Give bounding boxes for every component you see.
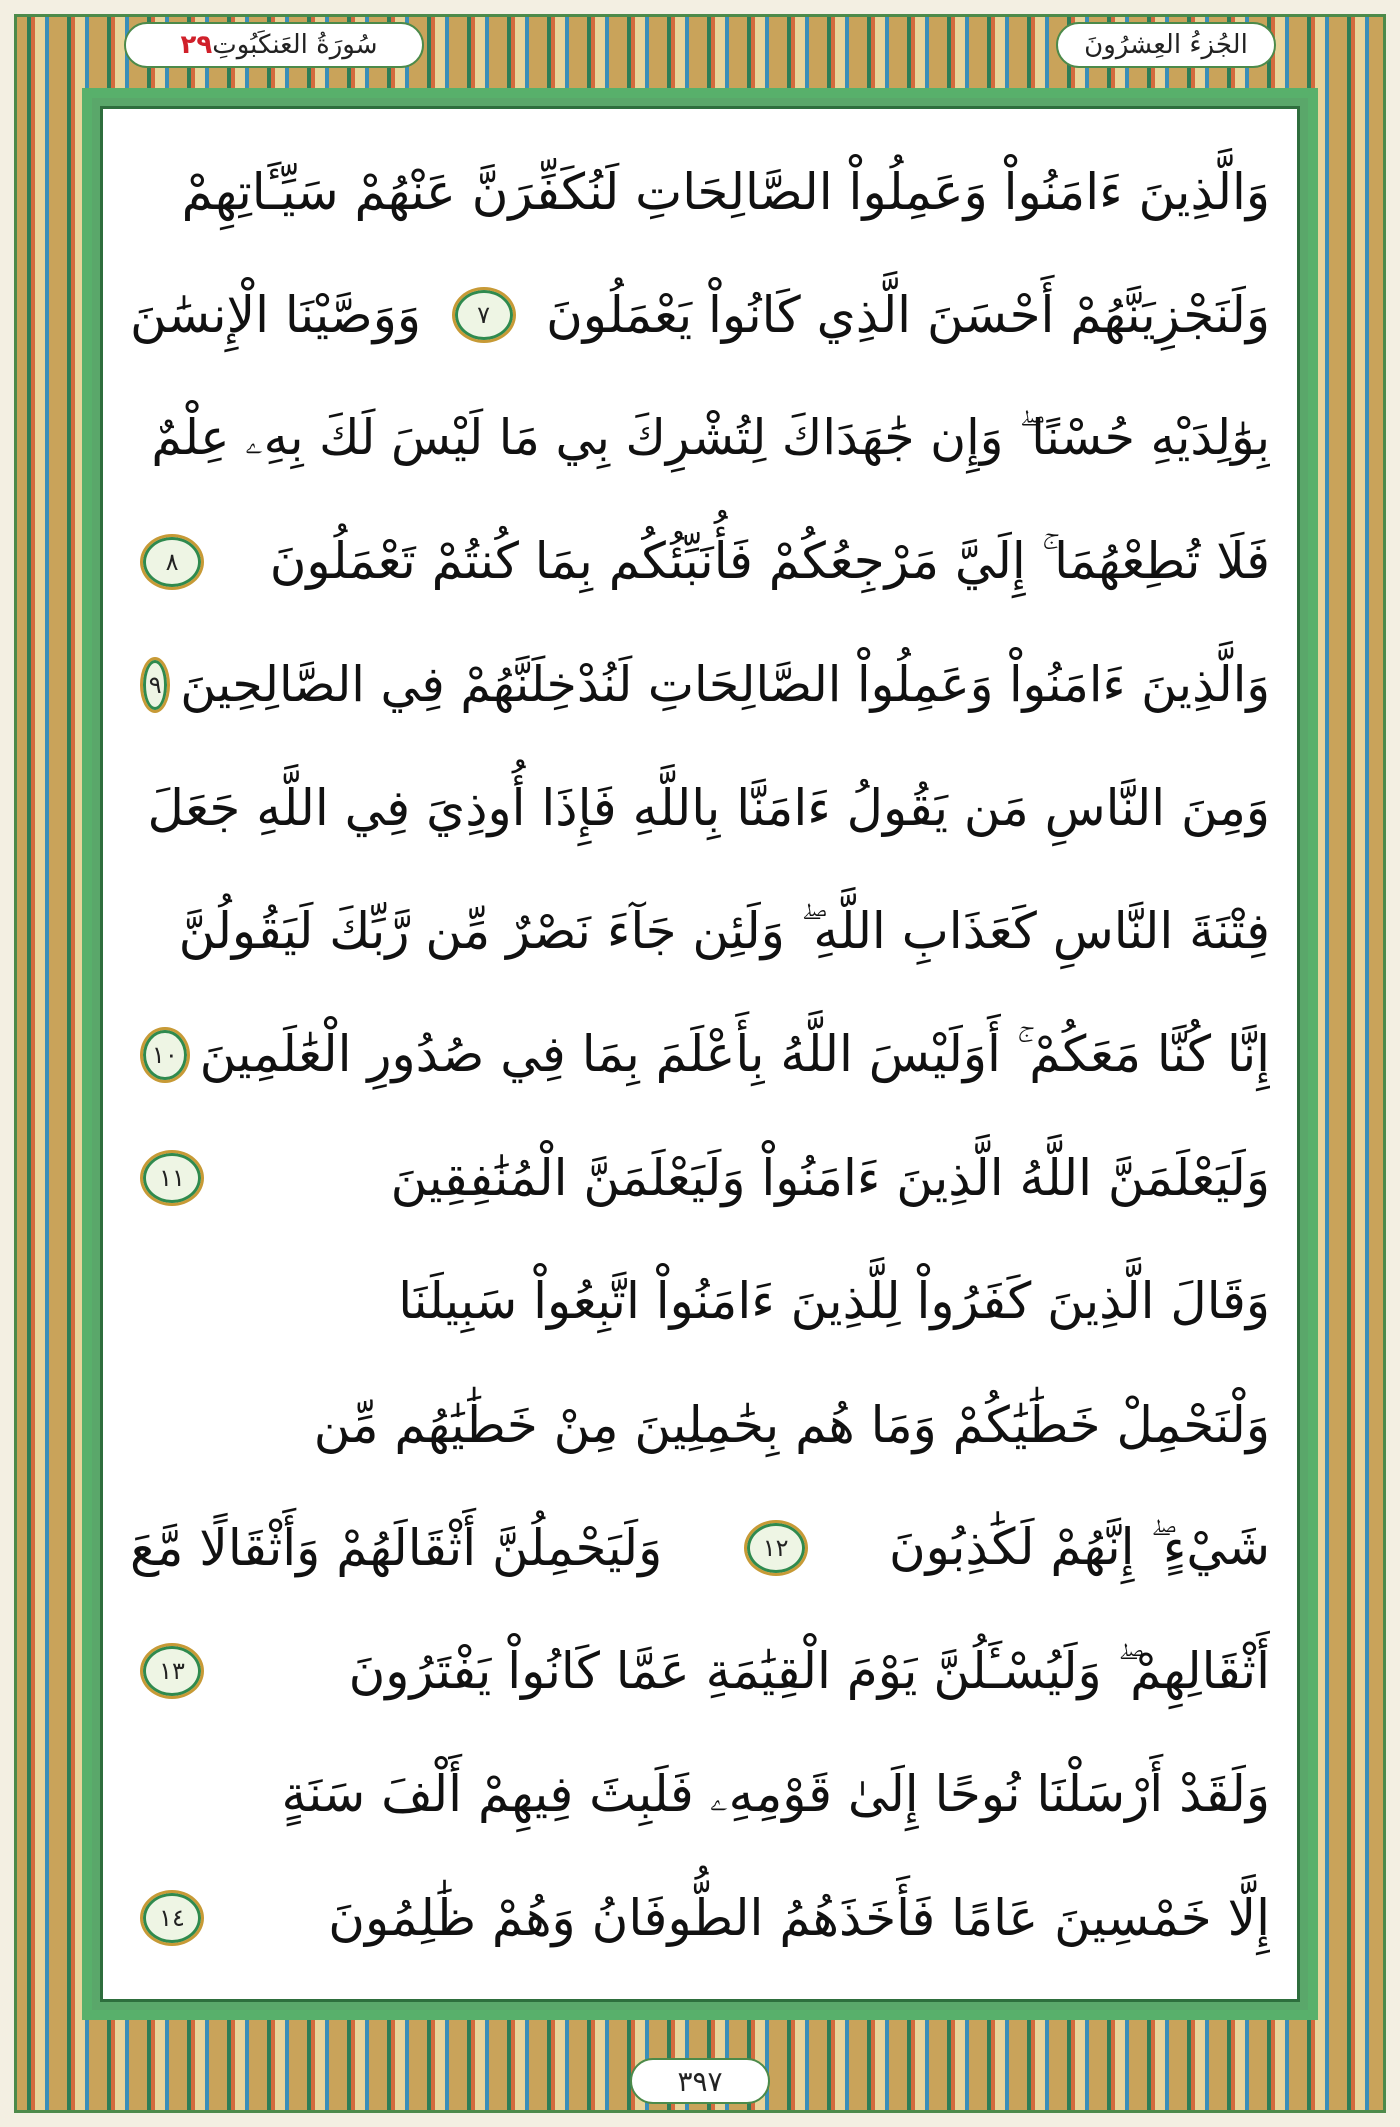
line-segment: وَلَنَجْزِيَنَّهُمْ أَحْسَنَ الَّذِي كَانُواْ يَعْمَلُونَ [546,285,1270,344]
text-line [130,1486,1270,1609]
ayah-marker: ٩ [140,657,170,713]
line-segment: وَقَالَ الَّذِينَ كَفَرُواْ لِلَّذِينَ ءَامَنُواْ اتَّبِعُواْ سَبِيلَنَا [398,1272,1270,1331]
text-line [130,1856,1270,1979]
page-number-text: ٣٩٧ [677,2064,723,2098]
juz-label-text: الجُزءُ العِشرُونَ [1084,30,1248,60]
line-segment: وَلَيَعْلَمَنَّ اللَّهُ الَّذِينَ ءَامَنُواْ وَلَيَعْلَمَنَّ الْمُنَٰفِقِينَ [390,1149,1270,1208]
ayah-marker: ٨ [140,534,204,590]
text-line [130,500,1270,623]
text-line [130,253,1270,376]
page-number [630,2058,770,2104]
text-line [130,1240,1270,1363]
text-line [130,130,1270,253]
text-line [130,623,1270,746]
surah-number: ٢٩ [180,30,213,60]
surah-label-text: سُورَةُ العَنكَبُوتِ [212,30,378,60]
text-line [130,870,1270,993]
line-segment: فَلَا تُطِعْهُمَا ۚ إِلَيَّ مَرْجِعُكُمْ فَأُنَبِّئُكُم بِمَا كُنتُمْ تَعْمَلُونَ [269,532,1270,591]
juz-label [1056,22,1276,68]
line-segment: وَلْنَحْمِلْ خَطَٰيَٰكُمْ وَمَا هُم بِحَٰمِلِينَ مِنْ خَطَٰيَٰهُم مِّن [313,1395,1270,1454]
text-line [130,1733,1270,1856]
ayah-marker: ١٢ [744,1520,808,1576]
text-line [130,1610,1270,1733]
line-segment: وَالَّذِينَ ءَامَنُواْ وَعَمِلُواْ الصَّالِحَاتِ لَنُدْخِلَنَّهُمْ فِي الصَّالِحِينَ [180,656,1270,714]
line-segment: وَلَيَحْمِلُنَّ أَثْقَالَهُمْ وَأَثْقَالًا مَّعَ [130,1518,663,1577]
text-line [130,993,1270,1116]
line-segment: إِنَّا كُنَّا مَعَكُمْ ۚ أَوَلَيْسَ اللَّهُ بِأَعْلَمَ بِمَا فِي صُدُورِ الْعَٰلَمِينَ [199,1025,1270,1084]
ayah-marker: ١٣ [140,1643,204,1699]
ayah-marker: ١١ [140,1150,204,1206]
ayah-marker: ١٠ [140,1027,190,1083]
text-line [130,1363,1270,1486]
line-segment: فِتْنَةَ النَّاسِ كَعَذَابِ اللَّهِ ۖ وَلَئِن جَآءَ نَصْرٌ مِّن رَّبِّكَ لَيَقُولُنَّ [178,901,1270,960]
line-segment: وَلَقَدْ أَرْسَلْنَا نُوحًا إِلَىٰ قَوْمِهِۦ فَلَبِثَ فِيهِمْ أَلْفَ سَنَةٍ [281,1765,1270,1823]
line-segment: وَمِنَ النَّاسِ مَن يَقُولُ ءَامَنَّا بِاللَّهِ فَإِذَا أُوذِيَ فِي اللَّهِ جَعَلَ [147,779,1270,838]
ayah-marker: ١٤ [140,1890,204,1946]
line-segment: بِوَٰلِدَيْهِ حُسْنًا ۖ وَإِن جَٰهَدَاكَ لِتُشْرِكَ بِي مَا لَيْسَ لَكَ بِهِۦ عِلْمٌ [151,409,1270,467]
line-segment: أَثْقَالِهِمْ ۖ وَلَيُسْـَٔلُنَّ يَوْمَ الْقِيَٰمَةِ عَمَّا كَانُواْ يَفْتَرُونَ [348,1641,1270,1700]
line-segment: وَالَّذِينَ ءَامَنُواْ وَعَمِلُواْ الصَّالِحَاتِ لَنُكَفِّرَنَّ عَنْهُمْ سَيِّـَٔاتِهِمْ [181,162,1270,221]
text-line [130,377,1270,500]
quran-text [130,130,1270,1980]
line-segment: إِلَّا خَمْسِينَ عَامًا فَأَخَذَهُمُ الطُّوفَانُ وَهُمْ ظَٰلِمُونَ [328,1888,1270,1947]
text-line [130,746,1270,869]
line-segment: شَيْءٍ ۖ إِنَّهُمْ لَكَٰذِبُونَ [888,1518,1270,1577]
line-segment: وَوَصَّيْنَا الْإِنسَٰنَ [130,285,422,344]
ayah-marker: ٧ [452,287,516,343]
text-line [130,1116,1270,1239]
surah-label [124,22,424,68]
